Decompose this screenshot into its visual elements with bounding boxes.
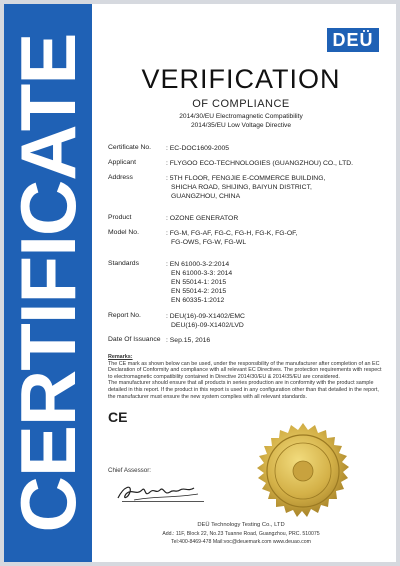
field-label: Address xyxy=(108,174,133,181)
footer-address: Add.: 11F, Block 22, No.23 Tuanne Road, Guangzhou, PRC. 510075 xyxy=(162,531,320,537)
side-title: CERTIFICATE xyxy=(4,33,92,533)
field-value xyxy=(166,312,388,330)
model-line: FG-OWS, FG-W, FG-WL xyxy=(171,239,247,246)
footer-company: DEÜ Technology Testing Co., LTD xyxy=(197,522,285,528)
standard-line: EN 55014-1: 2015 xyxy=(171,279,227,286)
address-line: : 5TH FLOOR, FENGJIE E-COMMERCE BUILDING, xyxy=(166,175,326,182)
report-line: DEU(16)-09-X1402/LVD xyxy=(171,322,244,329)
field-value xyxy=(166,229,388,247)
standard-line: EN 55014-2: 2015 xyxy=(171,288,227,295)
field-value: : OZONE GENERATOR xyxy=(166,215,239,222)
footer-contact: Tel:400-8469-478 Mail:voc@deuemark.com www.deuao.com xyxy=(171,539,311,545)
ce-mark: CE xyxy=(108,409,128,425)
field-label: Applicant xyxy=(108,159,136,166)
directive-emc: 2014/30/EU Electromagnetic Compatibility xyxy=(179,113,303,120)
standard-line: EN 60335-1:2012 xyxy=(171,297,225,304)
address-line: GUANGZHOU, CHINA xyxy=(171,193,241,200)
report-line: : DEU(16)-09-X1402/EMC xyxy=(166,313,245,320)
deu-logo: DEÜ xyxy=(327,28,379,52)
address-line: SHICHA ROAD, SHIJING, BAIYUN DISTRICT, xyxy=(171,184,312,191)
standard-line: EN 61000-3-3: 2014 xyxy=(171,270,233,277)
certificate-page xyxy=(4,4,396,562)
remarks-paragraph-1: The CE mark as shown below can be used, under the responsibility of the manufacturer after completion of an EC Declaration of Conformity and compliance with all relevant EC Directives. The protection requirements with respect to electromagnetic compatibility contained in Directive 2014/30/EU & 2014/35/EU are considered. xyxy=(108,360,382,380)
directive-lvd: 2014/35/EU Low Voltage Directive xyxy=(190,122,292,129)
assessor-label: Chief Assessor: xyxy=(108,467,151,474)
page-subtitle: OF COMPLIANCE xyxy=(192,98,290,110)
side-band xyxy=(4,4,92,562)
remarks-title: Remarks: xyxy=(108,354,133,360)
field-label: Standards xyxy=(108,260,139,267)
field-value xyxy=(166,174,388,201)
model-line: : FG-M, FG-AF, FG-C, FG-H, FG-K, FG-OF, xyxy=(166,230,298,237)
field-label: Product xyxy=(108,214,132,221)
signature-line xyxy=(122,501,204,502)
field-value: : FLYGOO ECO-TECHNOLOGIES (GUANGZHOU) CO., LTD. xyxy=(166,160,354,167)
field-value xyxy=(166,260,388,305)
field-label: Certificate No. xyxy=(108,144,152,151)
standard-line: : EN 61000-3-2:2014 xyxy=(166,261,230,268)
field-value: : Sep.15, 2016 xyxy=(166,337,211,344)
field-label: Model No. xyxy=(108,229,139,236)
remarks-paragraph-2: The manufacturer should ensure that all products in series production are in conformity with the product sample detailed in this report. If the product in this report is used in any configuration other than that detailed in the report, the manufacturer must ensure the new system complies with all relevant standards. xyxy=(108,380,379,400)
gold-seal-icon xyxy=(253,421,353,521)
field-label: Date Of Issuance xyxy=(108,336,161,343)
field-value: : EC-DOC1609-2005 xyxy=(166,145,230,152)
remarks-section xyxy=(108,354,383,400)
field-label: Report No. xyxy=(108,312,141,319)
page-title: VERIFICATION xyxy=(141,64,341,94)
